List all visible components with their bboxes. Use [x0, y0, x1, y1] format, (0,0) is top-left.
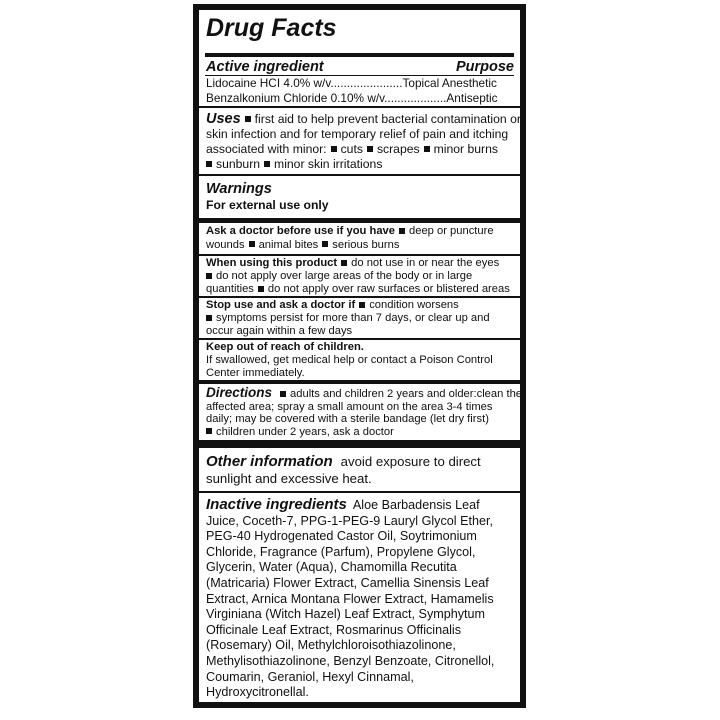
active-ingredient-panel [199, 10, 520, 106]
inactive-line: Aloe Barbadensis Leaf [352, 498, 480, 512]
bullet-icon [206, 315, 212, 321]
directions-line: children under 2 years, ask a doctor [216, 425, 394, 438]
inactive-line: Hydroxycitronellal. [206, 685, 309, 700]
uses-text [206, 112, 520, 172]
ask-doctor-panel [199, 223, 520, 254]
stop-use-heading: Stop use and ask a doctor if [206, 299, 356, 311]
bullet-icon [280, 391, 286, 397]
uses-item: cuts [340, 142, 363, 156]
inactive-line: Virginiana (Witch Hazel) Leaf Extract, Symphytum [206, 607, 486, 622]
uses-panel [199, 108, 520, 174]
inactive-ingredients-panel [199, 493, 520, 702]
uses-heading: Uses [206, 111, 241, 127]
ingredient-name: Benzalkonium Chloride 0.10% w/v [206, 91, 385, 105]
leader-dots: ................... [384, 91, 447, 105]
title-divider [205, 53, 514, 57]
when-using-item: do not apply over large areas of the body or in large [216, 270, 473, 282]
bullet-icon [206, 428, 212, 434]
bullet-icon [258, 286, 264, 292]
bullet-icon [249, 241, 255, 247]
keep-out-line: If swallowed, get medical help or contact a Poison Control [206, 354, 493, 366]
stop-use-item: occur again within a few days [206, 325, 353, 337]
stop-use-item: symptoms persist for more than 7 days, or clear up and [216, 312, 490, 324]
directions-panel [199, 384, 523, 440]
active-row [206, 76, 520, 90]
inactive-heading: Inactive ingredients [206, 496, 347, 513]
inactive-line: Officinale Leaf Extract, Rosmarinus Officinalis [206, 622, 462, 637]
uses-item: minor skin irritations [274, 157, 383, 171]
uses-item: minor burns [433, 142, 498, 156]
ask-doctor-item: serious burns [332, 238, 400, 251]
warnings-heading: Warnings [206, 181, 272, 197]
inactive-line: (Matricaria) Flower Extract, Camellia Sinensis Leaf [206, 575, 489, 590]
inactive-line: Extract, Arnica Montana Flower Extract, Hamamelis [206, 591, 494, 606]
warnings-panel [199, 176, 520, 218]
when-using-item: do not use in or near the eyes [351, 257, 500, 269]
bullet-icon [331, 146, 337, 152]
purpose-heading: Purpose [455, 59, 514, 75]
uses-item: scrapes [376, 142, 420, 156]
bullet-icon [359, 302, 365, 308]
stop-use-panel [199, 298, 520, 338]
active-ingredient-heading: Active ingredient [206, 59, 324, 75]
leader-dots: ...................... [330, 76, 403, 90]
other-info-panel [199, 448, 520, 491]
ask-doctor-text [206, 225, 520, 252]
directions-line: adults and children 2 years and older:clean the [290, 388, 523, 400]
ingredient-name: Lidocaine HCI 4.0% w/v [206, 76, 331, 90]
inactive-line: Juice, Coceth-7, PPG-1-PEG-9 Lauryl Glycol Ether, [206, 513, 493, 528]
inactive-line: Glycerin, Water (Aqua), Chamomilla Recutita [206, 560, 457, 575]
inactive-line: (Rosemary) Oil, Methylchloroisothiazolinone, [206, 638, 456, 653]
drug-facts-label [193, 4, 526, 708]
when-using-item: do not apply over raw surfaces or blistered areas [267, 283, 510, 295]
other-info-heading: Other information [206, 453, 333, 470]
other-info-line: avoid exposure to direct [340, 454, 481, 469]
stop-use-text [206, 299, 520, 338]
ask-doctor-item: wounds [206, 238, 245, 251]
other-info-text [206, 453, 520, 487]
bullet-icon [322, 241, 328, 247]
ingredient-purpose: Topical Anesthetic [402, 76, 497, 90]
bullet-icon [367, 146, 373, 152]
directions-heading: Directions [206, 385, 273, 400]
directions-line: daily; may be covered with a sterile bandage (let dry first) [206, 413, 489, 425]
uses-line: skin infection and for temporary relief of pain and itching [206, 127, 509, 141]
inactive-line: Coumarin, Geraniol, Hexyl Cinnamal, [206, 669, 414, 684]
inactive-line: Chloride, Fragrance (Parfum), Propylene Glycol, [206, 544, 476, 559]
ingredient-purpose: Antiseptic [446, 91, 498, 105]
keep-out-panel [199, 340, 520, 380]
page-title: Drug Facts [206, 14, 337, 42]
directions-text [206, 385, 523, 438]
bullet-icon [206, 161, 212, 167]
directions-line: affected area; spray a small amount on the area 3-4 times [206, 400, 493, 413]
ask-doctor-heading: Ask a doctor before use if you have [206, 225, 395, 237]
when-using-panel [199, 256, 520, 296]
bullet-icon [341, 260, 347, 266]
bullet-icon [424, 146, 430, 152]
ask-doctor-item: deep or puncture [409, 225, 494, 237]
bullet-icon [245, 116, 251, 122]
other-info-line: sunlight and excessive heat. [206, 471, 372, 486]
inactive-text [206, 497, 520, 701]
inactive-line: Methylisothiazolinone, Benzyl Benzoate, Citronellol, [206, 653, 495, 668]
when-using-item: quantities [206, 283, 254, 295]
active-row [206, 91, 520, 105]
stop-use-item: condition worsens [369, 299, 459, 311]
when-using-text [206, 257, 520, 296]
ask-doctor-item: animal bites [258, 238, 319, 251]
uses-line: associated with minor: [206, 142, 327, 156]
keep-out-heading: Keep out of reach of children. [206, 341, 364, 353]
uses-line: first aid to help prevent bacterial contamination or [254, 112, 521, 126]
bullet-icon [399, 228, 405, 234]
external-use-text: For external use only [206, 198, 329, 212]
keep-out-line: Center immediately. [206, 367, 305, 379]
keep-out-text [206, 341, 520, 380]
bullet-icon [206, 273, 212, 279]
when-using-heading: When using this product [206, 257, 338, 269]
inactive-line: PEG-40 Hydrogenated Castor Oil, Soytrimonium [206, 529, 477, 544]
bullet-icon [264, 161, 270, 167]
uses-item: sunburn [216, 157, 261, 171]
